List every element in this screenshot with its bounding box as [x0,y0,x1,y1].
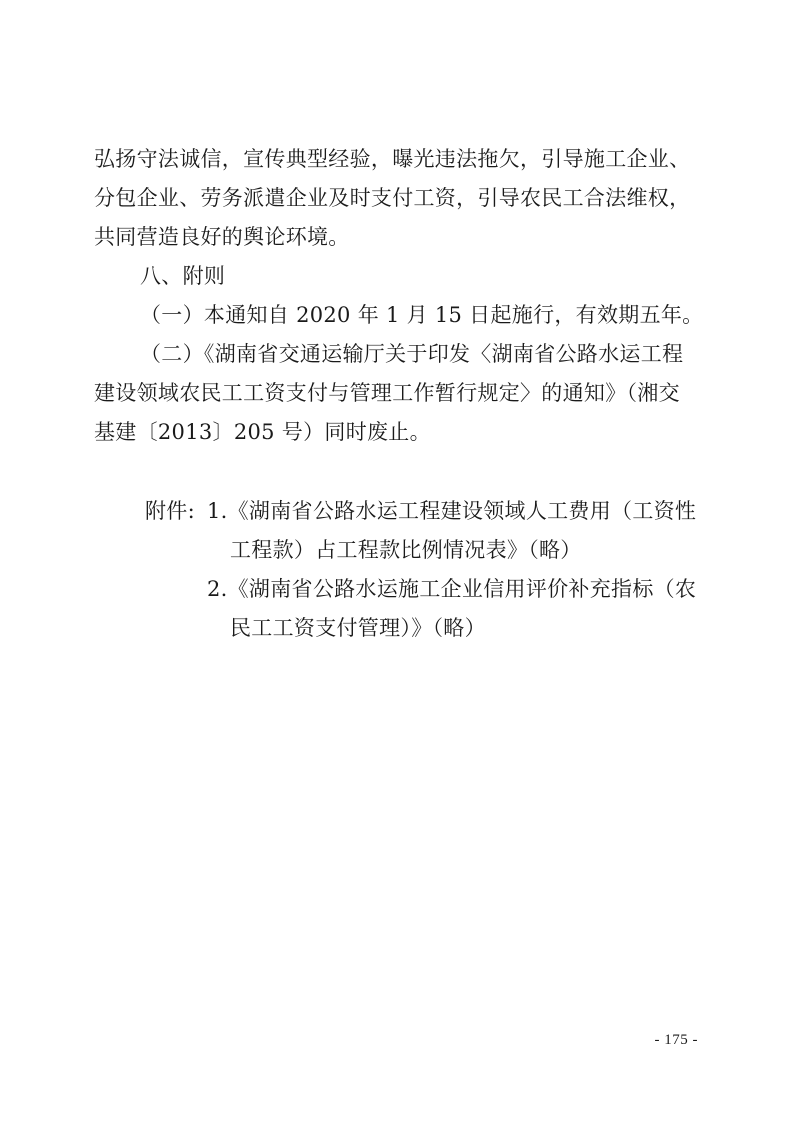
attachments-label: 附件: [145,499,195,523]
paragraph-line-2: 分包企业、劳务派遣企业及时支付工资，引导农民工合法维权， [94,186,691,210]
attachment-2-line-1: 2.《湖南省公路水运施工企业信用评价补充指标（农 [207,577,697,601]
page-number: - 175 - [654,1032,698,1048]
attachment-1-line-1: 1.《湖南省公路水运工程建设领域人工费用（工资性 [207,499,697,523]
clause-1: （一）本通知自 2020 年 1 月 15 日起施行，有效期五年。 [140,303,704,327]
clause-2-line-1: （二）《湖南省交通运输厅关于印发〈湖南省公路水运工程 [140,342,684,366]
paragraph-line-1: 弘扬守法诚信，宣传典型经验，曝光违法拖欠，引导施工企业、 [94,147,691,171]
attachment-2-line-2: 民工工资支付管理）》（略） [230,616,486,640]
section-heading-appendix: 八、附则 [140,264,226,288]
attachment-1-line-2: 工程款）占工程款比例情况表》（略） [230,538,582,562]
paragraph-line-3: 共同营造良好的舆论环境。 [94,225,350,249]
clause-2-line-3: 基建〔2013〕205 号）同时废止。 [94,420,431,444]
clause-2-line-2: 建设领域农民工工资支付与管理工作暂行规定〉的通知》（湘交 [94,381,680,405]
